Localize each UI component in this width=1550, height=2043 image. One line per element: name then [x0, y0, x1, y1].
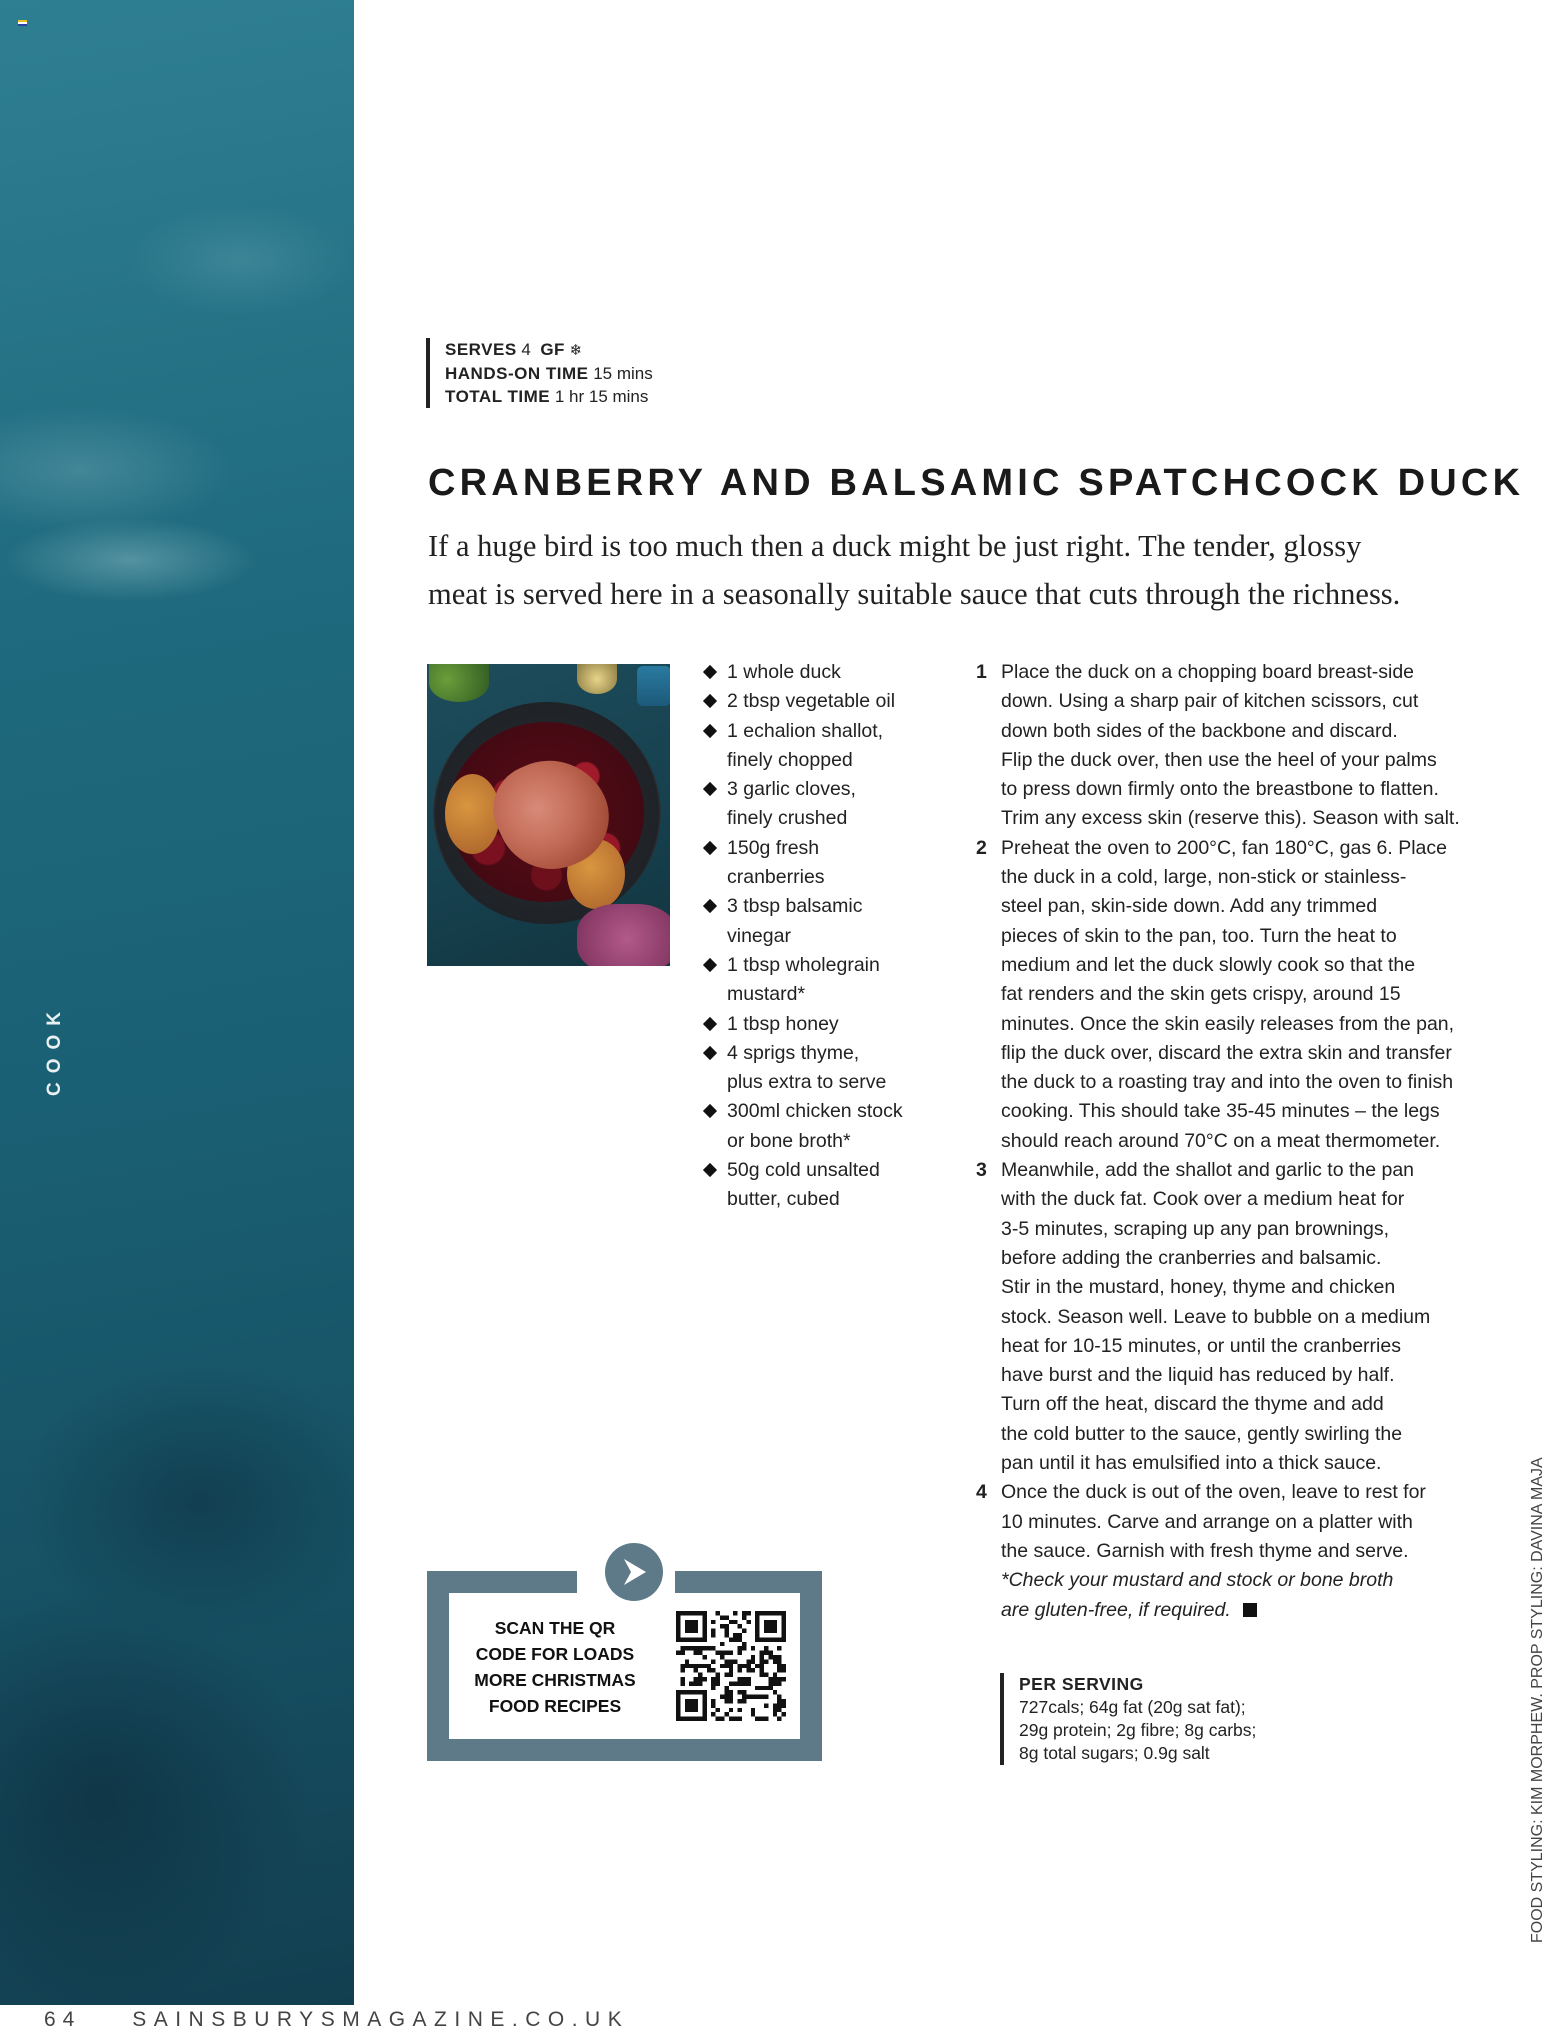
ingredient-line: vinegar: [727, 924, 791, 947]
step-number: 2: [976, 836, 987, 859]
total-time-value: 1 hr 15 mins: [554, 387, 649, 406]
step-line: pan until it has emulsified into a thick sauce.: [1001, 1452, 1382, 1475]
step-line: the sauce. Garnish with fresh thyme and serve.: [1001, 1539, 1409, 1562]
ingredient-line: 3 tbsp balsamic: [727, 895, 863, 918]
step-line: down both sides of the backbone and discard.: [1001, 719, 1398, 742]
nutrition-line: 8g total sugars; 0.9g salt: [1019, 1743, 1210, 1763]
recipe-intro: [428, 522, 1518, 618]
step-line: Preheat the oven to 200°C, fan 180°C, gas 6. Place: [1001, 836, 1447, 859]
step-number: 3: [976, 1159, 987, 1182]
ingredient-line: mustard*: [727, 983, 806, 1006]
ingredient-item: [702, 951, 942, 1010]
photo-credit: FOOD STYLING: KIM MORPHEW. PROP STYLING: DAVINA MAJA: [1529, 1457, 1546, 1944]
page-footer: [44, 2008, 629, 2032]
hands-on-line: [445, 362, 653, 385]
step-line: Trim any excess skin (reserve this). Season with salt.: [1001, 807, 1460, 830]
site-url: SAINSBURYSMAGAZINE.CO.UK: [132, 2008, 630, 2031]
hands-on-value: 15 mins: [593, 364, 653, 383]
ingredient-item: [702, 1010, 942, 1039]
ingredient-line: or bone broth*: [727, 1129, 851, 1152]
step-line: should reach around 70°C on a meat thermometer.: [1001, 1129, 1441, 1152]
step-line: to press down firmly onto the breastbone to flatten.: [1001, 778, 1439, 801]
intro-line: If a huge bird is too much then a duck might be just right. The tender, glossy: [428, 529, 1362, 563]
ingredient-item: [702, 775, 942, 834]
step-line: cooking. This should take 35-45 minutes – the legs: [1001, 1100, 1440, 1123]
step-line: the cold butter to the sauce, gently swirling the: [1001, 1422, 1403, 1445]
ingredient-line: 1 echalion shallot,: [727, 719, 884, 742]
ingredient-item: [702, 1039, 942, 1098]
ingredient-line: finely crushed: [727, 807, 848, 830]
step-line: steel pan, skin-side down. Add any trimmed: [1001, 895, 1378, 918]
end-mark-icon: [1243, 1603, 1257, 1617]
step-line: heat for 10-15 minutes, or until the cranberries: [1001, 1334, 1401, 1357]
duck-photo: [427, 664, 670, 966]
ingredient-line: 1 tbsp honey: [727, 1012, 839, 1035]
step-line: down. Using a sharp pair of kitchen scissors, cut: [1001, 690, 1419, 713]
qr-callout-text: [460, 1615, 650, 1719]
ingredient-line: cranberries: [727, 866, 825, 889]
qr-text-line: MORE CHRISTMAS: [474, 1670, 636, 1690]
ingredient-line: plus extra to serve: [727, 1071, 887, 1094]
method-step: [976, 658, 1506, 834]
step-line: Flip the duck over, then use the heel of your palms: [1001, 748, 1437, 771]
section-label: COOK: [44, 1003, 65, 1097]
qr-code[interactable]: [676, 1611, 786, 1721]
page-number: 64: [44, 2008, 82, 2031]
step-line: the duck in a cold, large, non-stick or stainless-: [1001, 866, 1407, 889]
photo-duck-leg: [445, 774, 500, 854]
method-list: [976, 658, 1506, 1625]
ingredient-item: [702, 834, 942, 893]
method-note: [976, 1566, 1506, 1625]
ingredient-line: 3 garlic cloves,: [727, 778, 856, 801]
step-line: with the duck fat. Cook over a medium heat for: [1001, 1188, 1405, 1211]
flag-icon: [18, 20, 27, 26]
ingredient-item: [702, 658, 942, 687]
recipe-title: CRANBERRY AND BALSAMIC SPATCHCOCK DUCK: [428, 462, 1525, 504]
step-line: Stir in the mustard, honey, thyme and chicken: [1001, 1276, 1396, 1299]
ingredient-line: butter, cubed: [727, 1188, 840, 1211]
ingredient-item: [702, 1097, 942, 1156]
ingredient-line: 300ml chicken stock: [727, 1100, 903, 1123]
step-line: minutes. Once the skin easily releases from the pan,: [1001, 1012, 1455, 1035]
step-line: 3-5 minutes, scraping up any pan brownings,: [1001, 1217, 1390, 1240]
step-line: stock. Season well. Leave to bubble on a medium: [1001, 1305, 1431, 1328]
ingredient-line: 2 tbsp vegetable oil: [727, 690, 896, 713]
step-line: pieces of skin to the pan, too. Turn the heat to: [1001, 924, 1397, 947]
step-line: fat renders and the skin gets crispy, around 15: [1001, 983, 1401, 1006]
nutrition-heading: PER SERVING: [1019, 1674, 1144, 1694]
ingredient-line: 1 whole duck: [727, 661, 841, 683]
ingredient-line: 4 sprigs thyme,: [727, 1041, 860, 1064]
note-line: [1001, 1566, 1506, 1595]
qr-text-line: FOOD RECIPES: [488, 1696, 622, 1716]
photo-napkin: [577, 904, 670, 966]
step-line: medium and let the duck slowly cook so that the: [1001, 953, 1416, 976]
step-line: before adding the cranberries and balsamic.: [1001, 1246, 1382, 1269]
step-line: Turn off the heat, discard the thyme and add: [1001, 1393, 1384, 1416]
step-line: Meanwhile, add the shallot and garlic to the pan: [1001, 1159, 1415, 1182]
step-line: have burst and the liquid has reduced by half.: [1001, 1364, 1395, 1387]
ingredient-line: 50g cold unsalted: [727, 1159, 880, 1182]
serves-value: 4: [521, 340, 531, 359]
gf-label: GF: [540, 340, 565, 359]
ingredient-item: [702, 717, 942, 776]
ingredient-line: finely chopped: [727, 748, 853, 771]
total-time-line: [445, 385, 653, 408]
qr-text-line: CODE FOR LOADS: [475, 1644, 635, 1664]
photo-cracker: [637, 666, 670, 706]
total-time-label: TOTAL TIME: [445, 387, 551, 406]
recipe-meta: [426, 338, 653, 408]
hands-on-label: HANDS-ON TIME: [445, 364, 589, 383]
ingredient-item: [702, 687, 942, 716]
ingredient-line: 150g fresh: [727, 836, 820, 859]
step-number: 4: [976, 1481, 987, 1504]
serves-line: [445, 338, 653, 362]
step-line: flip the duck over, discard the extra skin and transfer: [1001, 1041, 1452, 1064]
ingredients-list: [702, 658, 942, 1215]
photo-sprouts: [429, 664, 489, 702]
serves-label: SERVES: [445, 340, 517, 359]
note-line: [1001, 1596, 1506, 1625]
nutrition-panel: [1000, 1673, 1340, 1765]
method-step: [976, 1156, 1506, 1478]
nutrition-line: 727cals; 64g fat (20g sat fat);: [1019, 1697, 1246, 1717]
photo-glass: [577, 664, 617, 694]
step-line: Place the duck on a chopping board breast-side: [1001, 661, 1415, 683]
method-step: [976, 1478, 1506, 1566]
nutrition-line: 29g protein; 2g fibre; 8g carbs;: [1019, 1720, 1257, 1740]
ingredient-item: [702, 892, 942, 951]
snowflake-icon: ❄: [569, 342, 583, 359]
note-text: are gluten-free, if required.: [1001, 1598, 1231, 1621]
method-step: [976, 834, 1506, 1156]
step-line: 10 minutes. Carve and arrange on a platter with: [1001, 1510, 1413, 1533]
qr-text-line: SCAN THE QR: [494, 1618, 616, 1638]
play-arrow-icon: [605, 1543, 663, 1601]
intro-line: meat is served here in a seasonally suitable sauce that cuts through the richness.: [428, 577, 1401, 611]
step-line: Once the duck is out of the oven, leave to rest for: [1001, 1481, 1426, 1504]
side-texture-panel: [0, 0, 354, 2005]
ingredient-item: [702, 1156, 942, 1215]
step-line: the duck to a roasting tray and into the oven to finish: [1001, 1071, 1454, 1094]
ingredient-line: 1 tbsp wholegrain: [727, 953, 880, 976]
note-text: *Check your mustard and stock or bone broth: [1001, 1569, 1394, 1592]
step-number: 1: [976, 661, 987, 683]
